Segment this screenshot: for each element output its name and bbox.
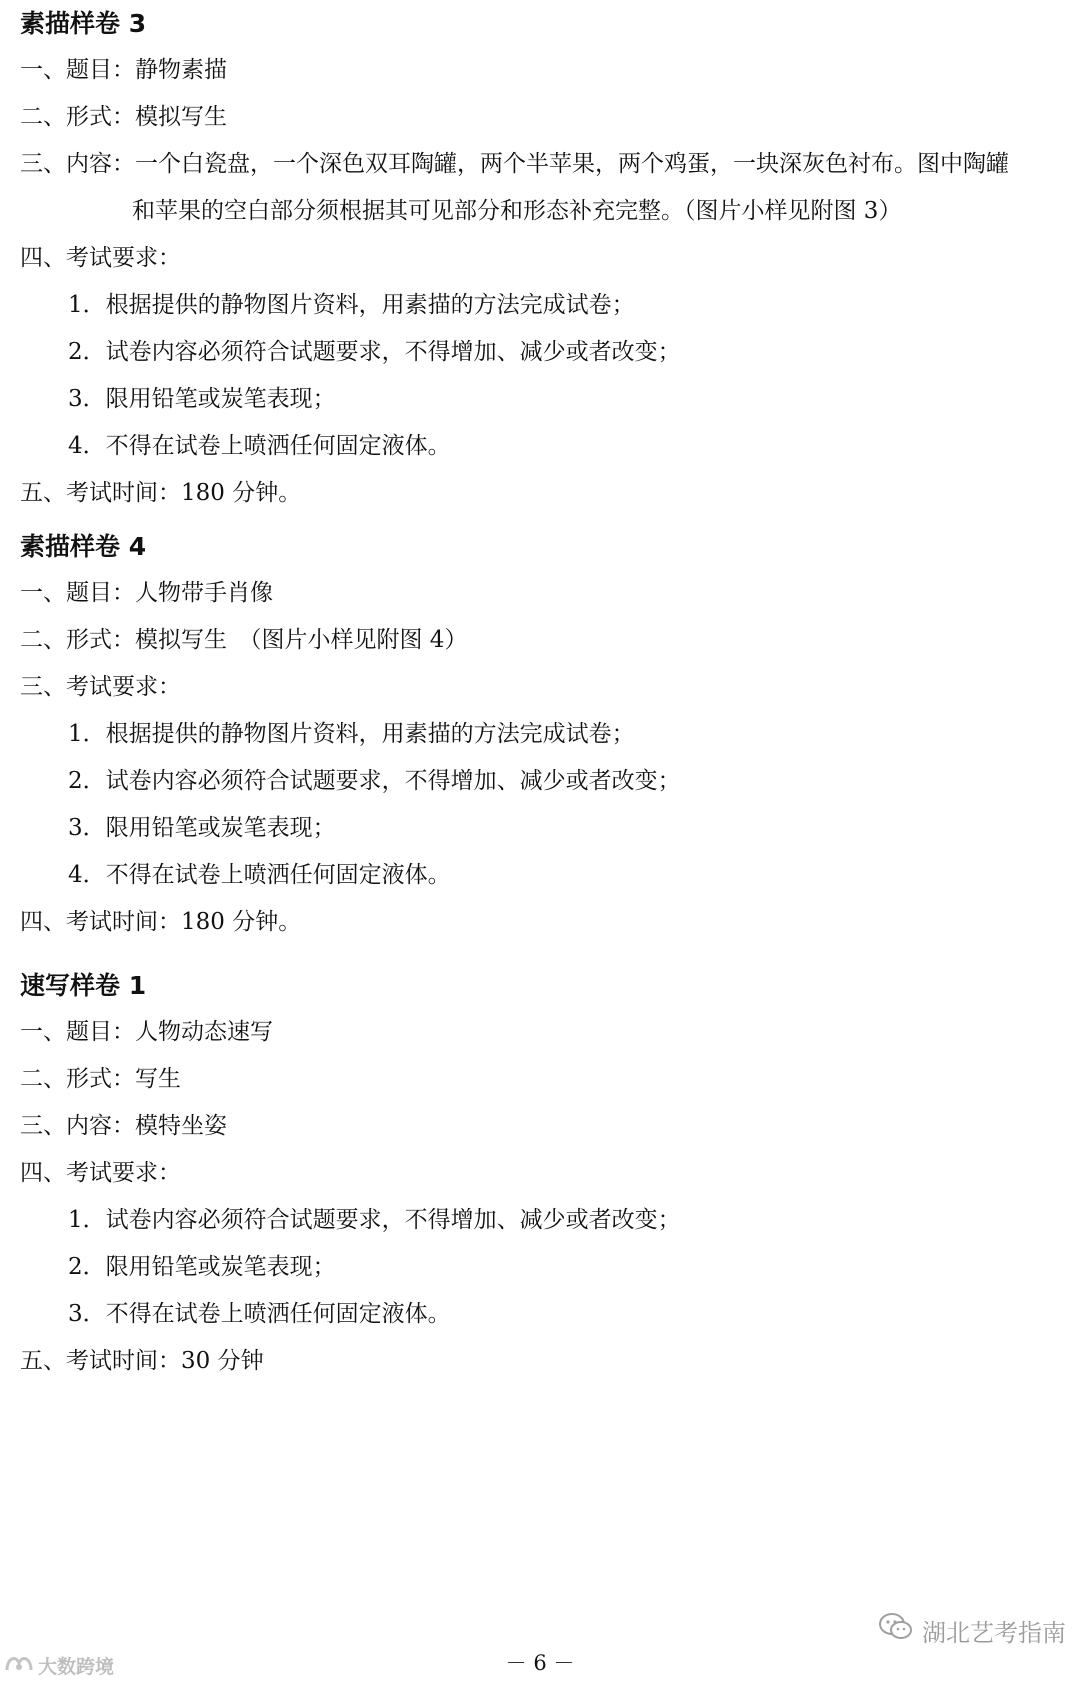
watermark-left-text: 大数跨境	[38, 1655, 115, 1678]
requirement-item: 2．试卷内容必须符合试题要求，不得增加、减少或者改变；	[68, 768, 681, 794]
requirement-item: 1．试卷内容必须符合试题要求，不得增加、减少或者改变；	[68, 1207, 681, 1233]
content-line: 三、内容：模特坐姿	[20, 1113, 227, 1139]
content-line-first: 三、内容：一个白瓷盘，一个深色双耳陶罐，两个半苹果，两个鸡蛋，一块深灰色衬布。图中陶罐	[20, 151, 1009, 177]
watermark-left	[4, 1652, 114, 1678]
exam-time-line: 五、考试时间：180 分钟。	[20, 480, 302, 506]
format-line: 二、形式：写生	[20, 1066, 181, 1092]
requirements-heading: 四、考试要求：	[20, 245, 181, 271]
requirement-item: 4．不得在试卷上喷洒任何固定液体。	[68, 433, 451, 459]
logo-mark-icon	[4, 1652, 34, 1679]
topic-line: 一、题目：人物带手肖像	[20, 580, 273, 606]
content-line-continuation: 和苹果的空白部分须根据其可见部分和形态补充完整。（图片小样见附图 3）	[132, 198, 902, 224]
exam-time-line: 五、考试时间：30 分钟	[20, 1348, 264, 1374]
section-title: 速写样卷 1	[20, 971, 147, 1000]
requirement-item: 3．不得在试卷上喷洒任何固定液体。	[68, 1301, 451, 1327]
topic-line: 一、题目：人物动态速写	[20, 1019, 273, 1045]
requirements-heading: 三、考试要求：	[20, 674, 181, 700]
section-title: 素描样卷 4	[20, 532, 147, 561]
requirement-item: 2．试卷内容必须符合试题要求，不得增加、减少或者改变；	[68, 339, 681, 365]
watermark-right	[878, 1612, 1066, 1648]
topic-line: 一、题目：静物素描	[20, 57, 227, 83]
requirement-item: 1．根据提供的静物图片资料，用素描的方法完成试卷；	[68, 292, 635, 318]
watermark-right-text: 湖北艺考指南	[922, 1618, 1066, 1647]
format-line: 二、形式：模拟写生	[20, 104, 227, 130]
requirement-item: 3．限用铅笔或炭笔表现；	[68, 386, 336, 412]
requirement-item: 4．不得在试卷上喷洒任何固定液体。	[68, 862, 451, 888]
exam-time-line: 四、考试时间：180 分钟。	[20, 909, 302, 935]
content-paragraph	[20, 141, 1070, 235]
requirement-item: 1．根据提供的静物图片资料，用素描的方法完成试卷；	[68, 721, 635, 747]
requirement-item: 3．限用铅笔或炭笔表现；	[68, 815, 336, 841]
section-title: 素描样卷 3	[20, 9, 147, 38]
page-number: － 6 －	[505, 1651, 575, 1675]
section-sketch-3	[20, 0, 1070, 517]
section-sketch-4	[20, 523, 1070, 946]
requirement-item: 2．限用铅笔或炭笔表现；	[68, 1254, 336, 1280]
wechat-icon	[878, 1612, 914, 1648]
requirements-heading: 四、考试要求：	[20, 1160, 181, 1186]
section-quick-sketch-1	[20, 962, 1070, 1385]
format-line: 二、形式：模拟写生 （图片小样见附图 4）	[20, 627, 468, 653]
